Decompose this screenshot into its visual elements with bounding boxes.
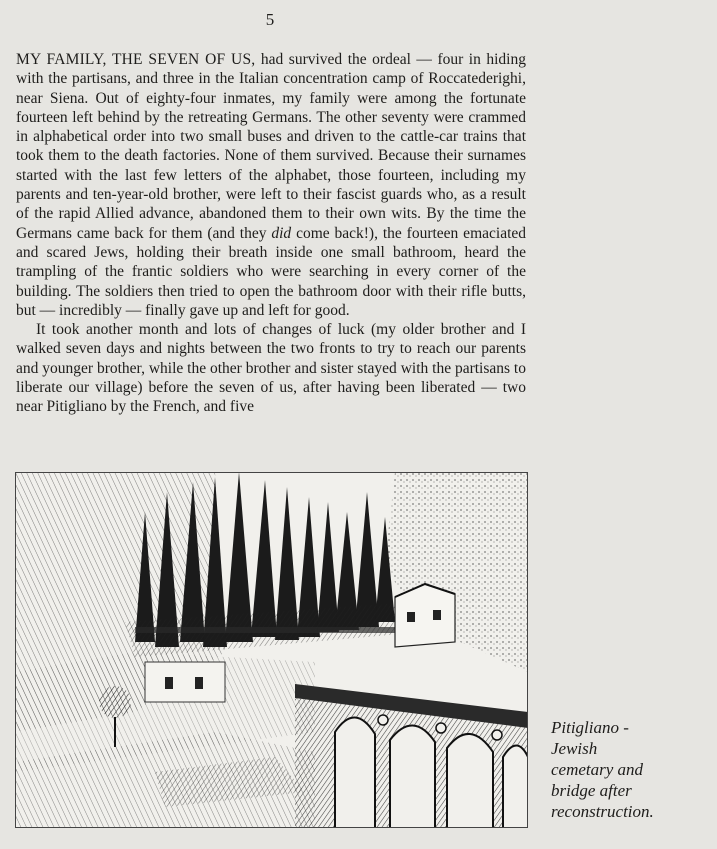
paragraph-1 (16, 50, 526, 320)
paragraph-1-text-a: had survived the ordeal — four in hiding with the partisans, and three in the Italian concentration camp of Roccatederighi, near Siena. Out of eighty-four inmates, my family were among the fortunate fourteen left behind by the retreating Germans. The other seventy were crammed in alphabetical order into two small buses and driven to the cattle-car trains that took them to the death factories. None of them survived. Because their surnames started with the last few letters of the alphabet, those fourteen, including my parents and ten-year-old brother, were left to their fascist guards who, as a result of the rapid Allied advance, abandoned them to their own wits. By the time the Germans came back for them (and they (16, 51, 526, 242)
caption-line: cemetary and (551, 760, 644, 779)
caption-line: Pitigliano - (551, 718, 629, 737)
caption-line: Jewish (551, 739, 598, 758)
caption-line: reconstruction. (551, 802, 654, 821)
page-number: 5 (265, 10, 275, 29)
figure-caption (551, 717, 701, 822)
emphasis-did: did (271, 224, 292, 242)
body-text (16, 50, 526, 417)
illustration-pitigliano (15, 472, 528, 828)
paragraph-1-text-b: come back!), the fourteen emaciated and scared Jews, holding their breath inside one small bathroom, heard the trampling of the frantic soldiers who were searching in every corner of the building. The soldiers then tried to open the bathroom door with their rifle butts, but — incredibly — finally gave up and left for good. (16, 224, 527, 319)
paragraph-lead-in: MY FAMILY, THE SEVEN OF US, (16, 51, 256, 68)
paragraph-2: It took another month and lots of changes of luck (my older brother and I walked seven days and nights between the two fronts to try to reach our parents and younger brother, while the other brother and sister stayed with the partisans to liberate our village) before the seven of us, after having been liberated — two near Pitigliano by the French, and five (16, 321, 526, 416)
caption-line: bridge after (551, 781, 632, 800)
